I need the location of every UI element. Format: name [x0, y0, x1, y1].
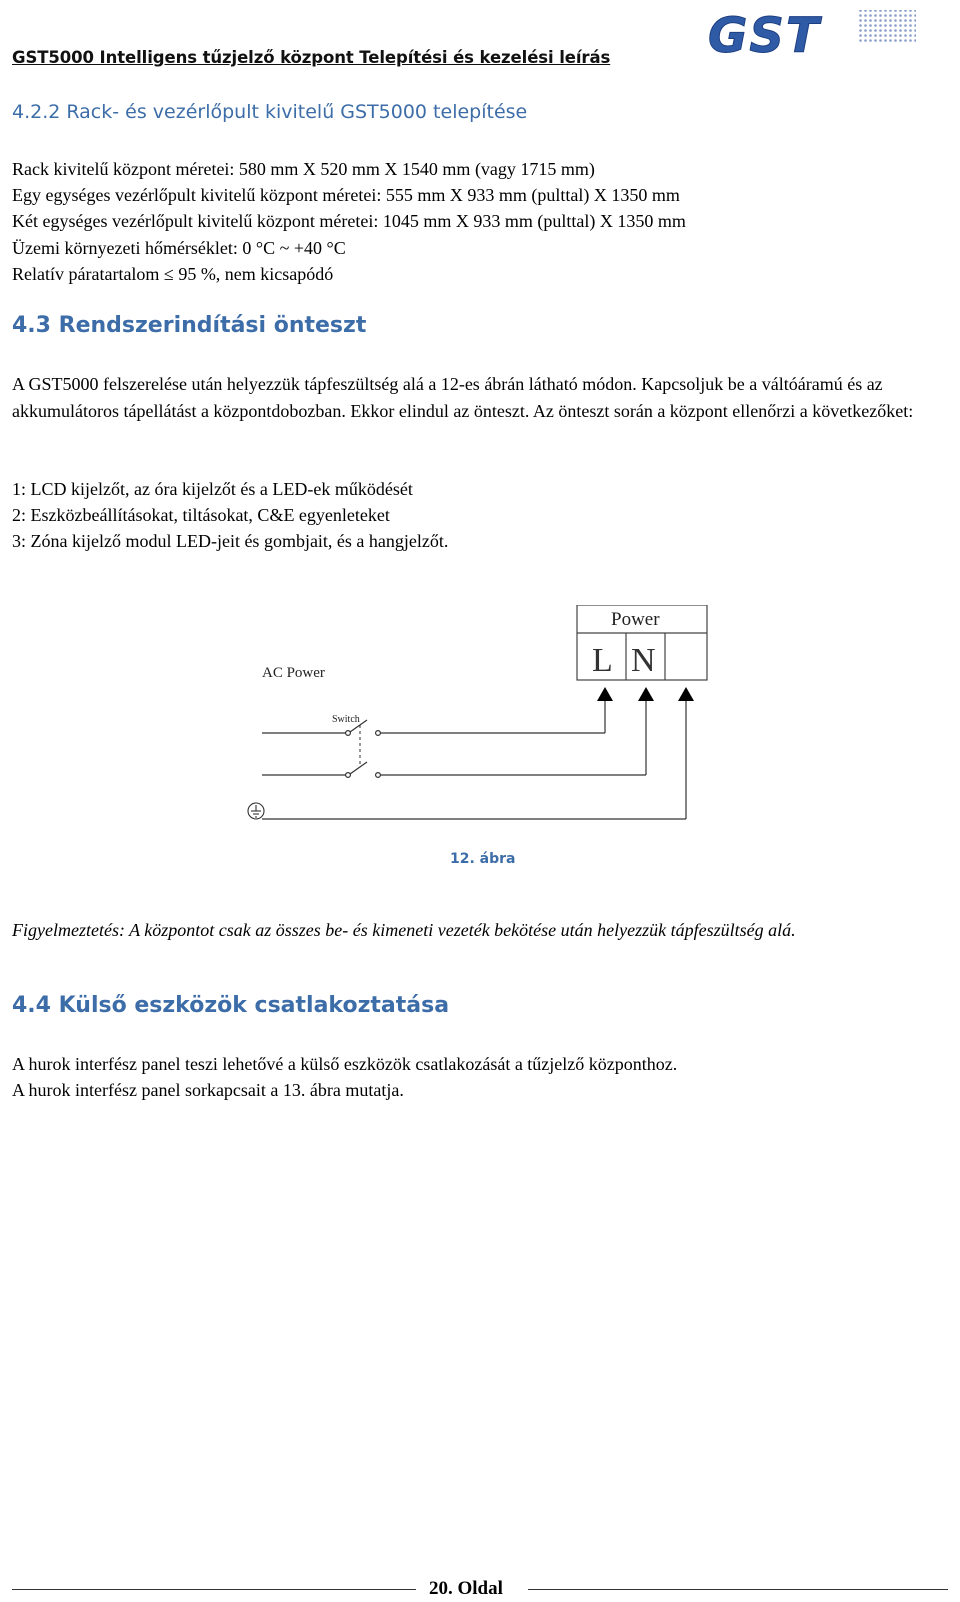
arrow-l: [597, 687, 613, 701]
paragraph-line: A hurok interfész panel sorkapcsait a 13. ábra mutatja.: [12, 1080, 404, 1101]
ac-power-label: AC Power: [262, 665, 325, 681]
arrow-n: [638, 687, 654, 701]
power-label: Power: [611, 609, 660, 630]
spec-line: Üzemi környezeti hőmérséklet: 0 °C ~ +40 °C: [12, 237, 346, 258]
page-header-title: GST5000 Intelligens tűzjelző központ Telepítési és kezelési leírás: [12, 48, 611, 67]
terminal-l-label: L: [592, 642, 613, 679]
selftest-paragraph: A GST5000 felszerelése után helyezzük tápfeszültség alá a 12-es ábrán látható módon. Kapcsoljuk be a váltóáramú és az akkumulátoros tápellátást a központdobozban. Ekkor elindul az önteszt. Az önteszt során a központ ellenőrzi a következőket:: [12, 374, 914, 421]
footer-rule-left: [12, 1589, 416, 1590]
logo-text: GST: [708, 8, 821, 62]
section-heading-4-4: 4.4 Külső eszközök csatlakoztatása: [12, 993, 450, 1018]
list-item: 3: Zóna kijelző modul LED-jeit és gombjait, és a hangjelzőt.: [12, 531, 449, 552]
external-devices-paragraph: [12, 1051, 677, 1103]
figure-12-wiring-diagram: [240, 605, 740, 845]
arrow-ground: [678, 687, 694, 701]
terminal-n-label: N: [631, 642, 656, 679]
gst-logo: [708, 8, 918, 62]
wires: [262, 701, 686, 819]
spec-line: Egy egységes vezérlőpult kivitelű központ méretei: 555 mm X 933 mm (pulttal) X 1350 mm: [12, 185, 680, 206]
spec-line: Két egységes vezérlőpult kivitelű központ méretei: 1045 mm X 933 mm (pulttal) X 1350 mm: [12, 211, 686, 232]
page-number: 20. Oldal: [429, 1578, 503, 1599]
paragraph-line: A hurok interfész panel teszi lehetővé a külső eszközök csatlakozását a tűzjelző központhoz.: [12, 1054, 678, 1074]
ground-symbol-icon: [248, 803, 264, 819]
warning-note: Figyelmeztetés: A központot csak az összes be- és kimeneti vezeték bekötése után helyezzük tápfeszültség alá.: [12, 920, 796, 940]
section-heading-4-3: 4.3 Rendszerindítási önteszt: [12, 313, 367, 338]
section-heading-4-2-2: 4.2.2 Rack- és vezérlőpult kivitelű GST5000 telepítése: [12, 101, 528, 123]
selftest-list: [12, 476, 448, 555]
list-item: 2: Eszközbeállításokat, tiltásokat, C&E egyenleteket: [12, 505, 390, 526]
specs-list: [12, 156, 686, 287]
figure-caption: 12. ábra: [450, 851, 516, 867]
switch-label: Switch: [332, 714, 360, 725]
list-item: 1: LCD kijelzőt, az óra kijelzőt és a LED-ek működését: [12, 479, 413, 499]
footer-rule-right: [528, 1589, 948, 1590]
spec-line: Relatív páratartalom ≤ 95 %, nem kicsapódó: [12, 263, 334, 284]
spec-line: Rack kivitelű központ méretei: 580 mm X 520 mm X 1540 mm (vagy 1715 mm): [12, 159, 595, 179]
power-terminal-block: [577, 605, 707, 680]
